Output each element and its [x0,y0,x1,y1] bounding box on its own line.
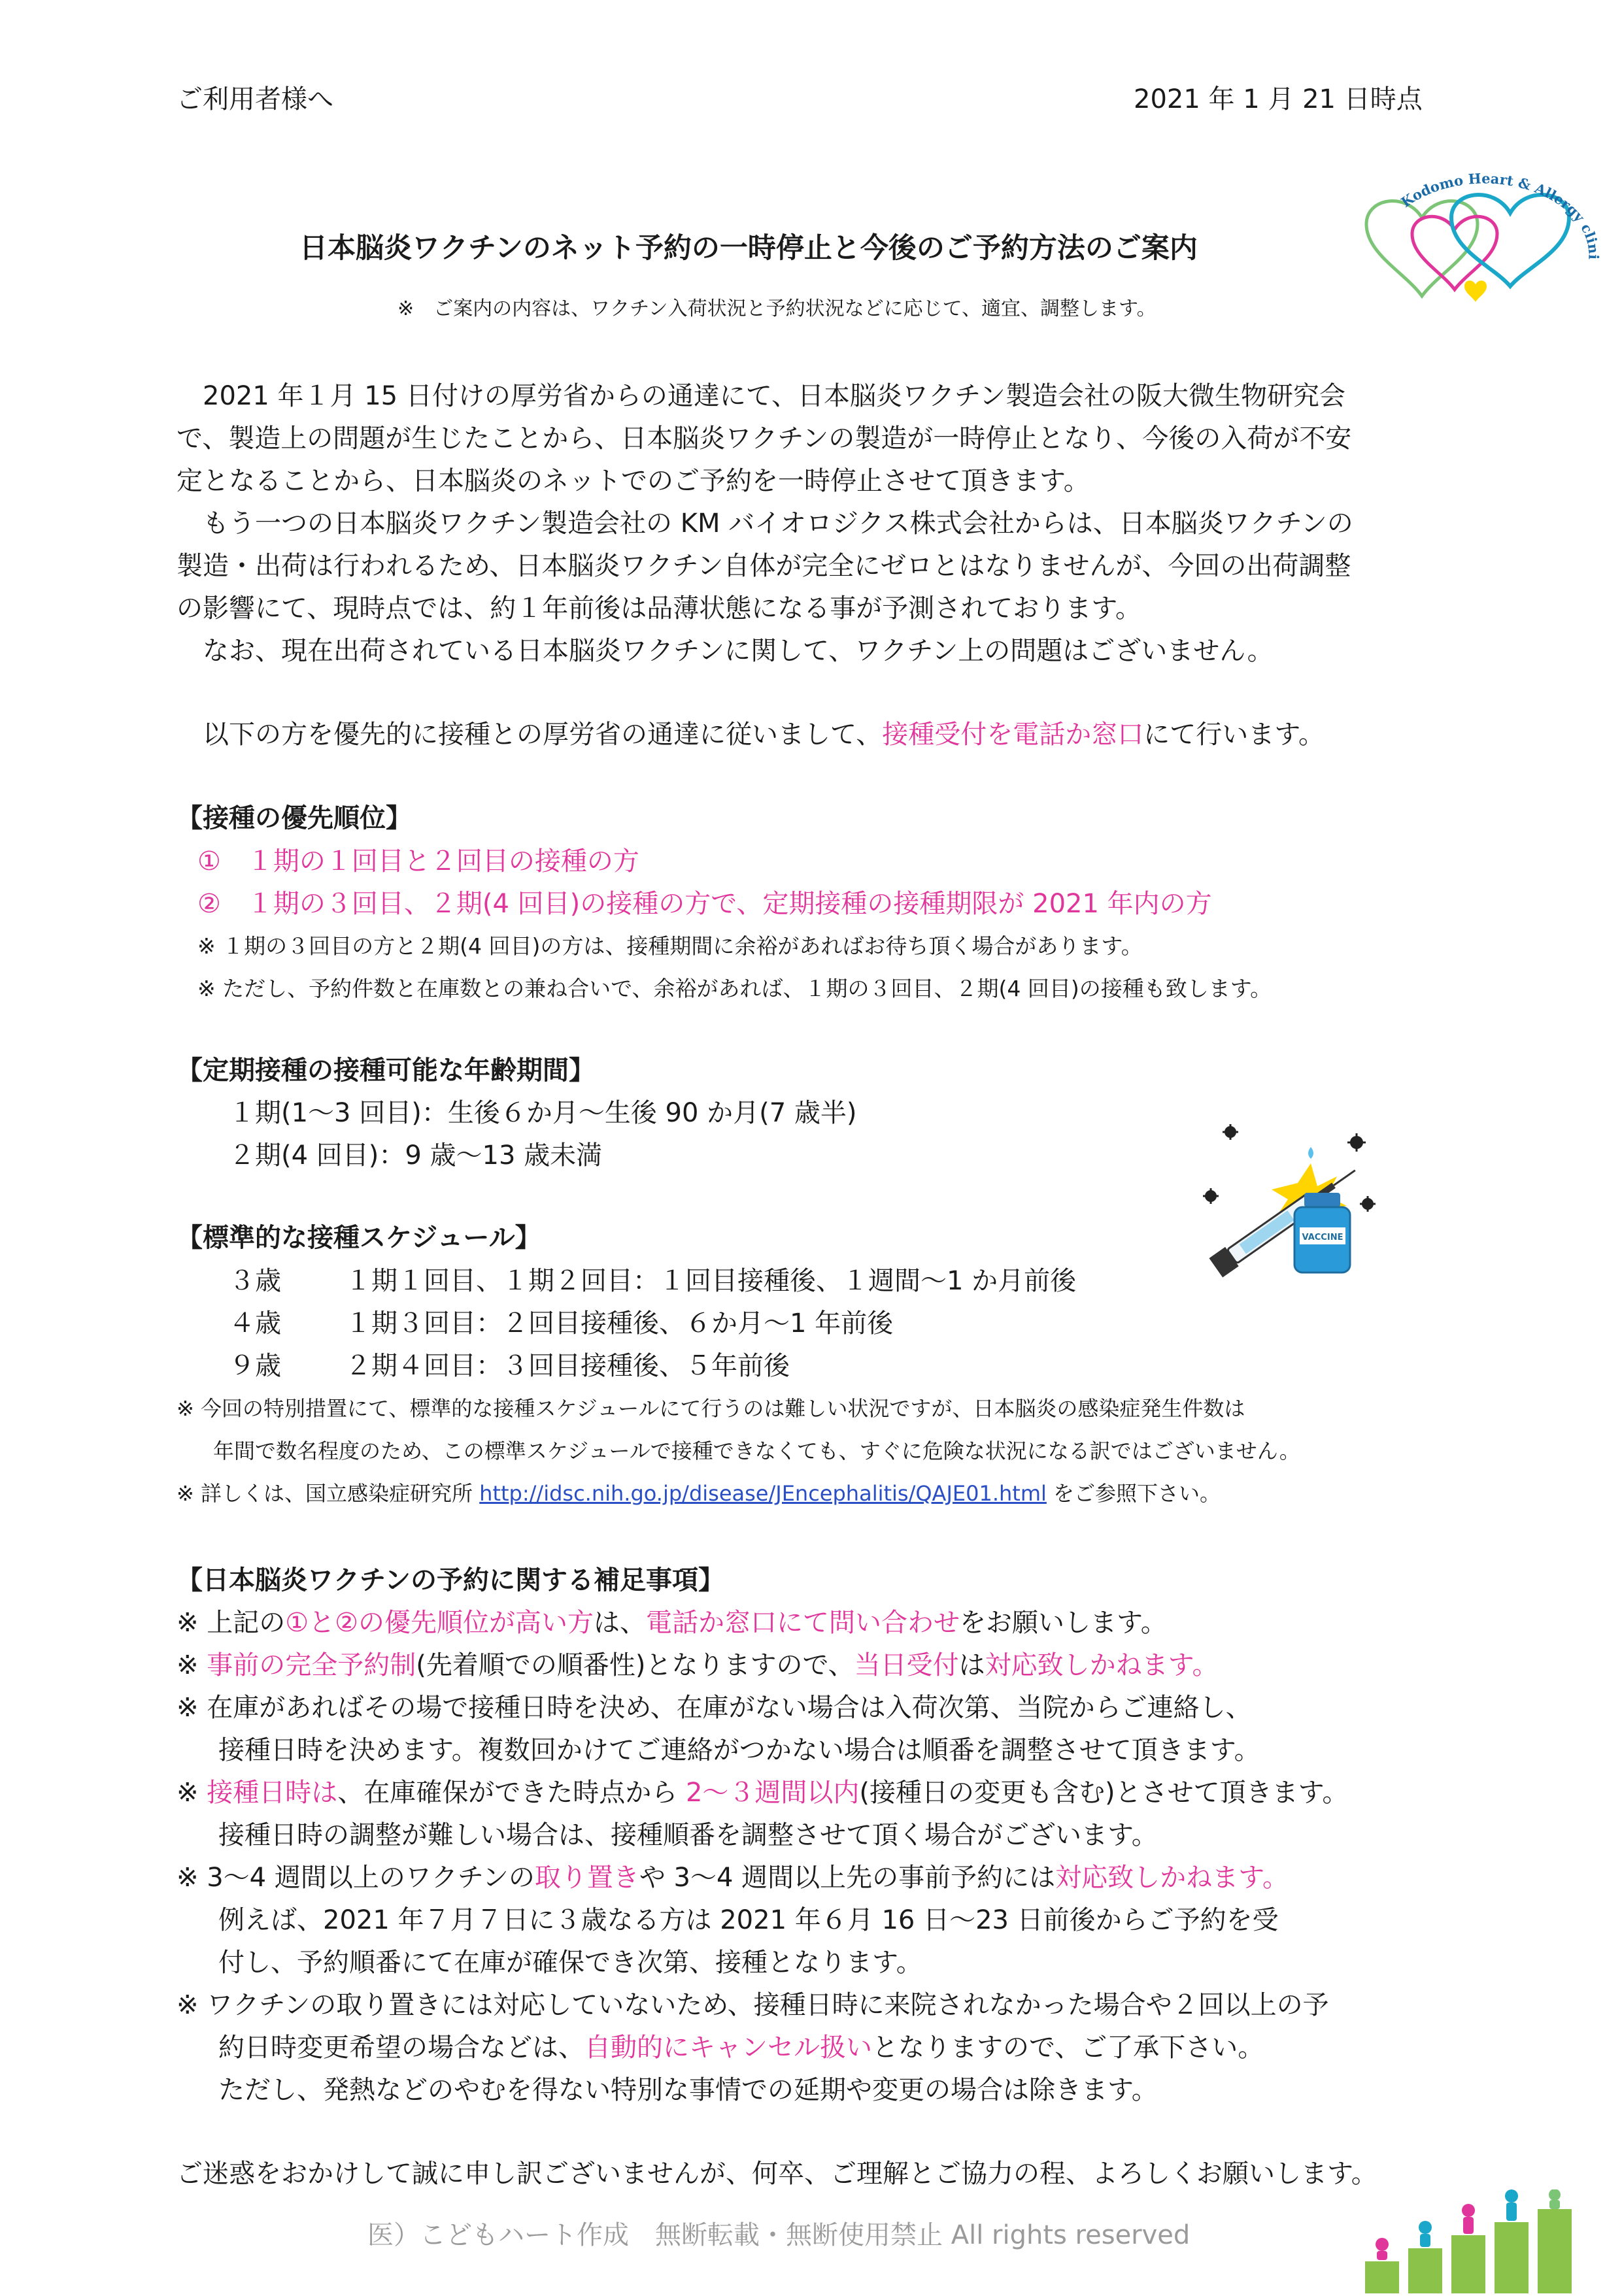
supplement-item [177,1646,1218,1685]
section-heading: 【標準的な接種スケジュール】 [177,1223,541,1253]
intro-line: 定となることから、日本脳炎のネットでのご予約を一時停止させて頂きます。 [177,466,1090,496]
supplement-item-cont [218,2028,1264,2067]
text-segment: をご参照下さい。 [1046,1481,1221,1506]
intro-line: の影響にて、現時点では、約１年前後は品薄状態になる事が予測されております。 [177,593,1141,624]
age-row: １期(1～3 回目)：生後６か月～生後 90 か月(7 歳半) [229,1098,857,1128]
page-title: 日本脳炎ワクチンのネット予約の一時停止と今後のご予約方法のご案内 [299,232,1198,265]
intro-line: 2021 年１月 15 日付けの厚労省からの通達にて、日本脳炎ワクチン製造会社の阪大微生物研究会 [177,381,1346,411]
svg-text:Kodomo Heart & Allergy clinic [1360,162,1602,259]
schedule-desc: １期１回目、１期２回目：１回目接種後、１週間～1 か月前後 [345,1266,1077,1296]
schedule-age: ３歳 [229,1266,281,1296]
section-heading: 【定期接種の接種可能な年齢期間】 [177,1056,595,1086]
text-segment: は、 [593,1608,646,1638]
sub-note: ※ ご案内の内容は、ワクチン入荷状況と予約状況などに応じて、適宜、調整します。 [397,297,1157,320]
schedule-note-link-line [177,1474,1221,1513]
highlight-text: 電話か窓口にて問い合わせ [645,1608,960,1638]
highlight-text: 接種日時は [207,1778,338,1808]
highlight-text: 自動的にキャンセル扱い [584,2033,872,2063]
vaccine-bottle-label: VACCINE [1302,1233,1343,1242]
supplement-item [177,1603,1167,1642]
footer-copyright: 医）こどもハート作成 無断転載・無断使用禁止 All rights reserved [367,2220,1191,2250]
intro-line: なお、現在出荷されている日本脳炎ワクチンに関して、ワクチン上の問題はございません。 [177,636,1274,666]
highlight-text: 当日受付 [854,1650,959,1680]
text-segment: ※ 3～4 週間以上のワクチンの [177,1863,535,1893]
niid-link[interactable]: http://idsc.nih.go.jp/disease/JEncephalitis/QAJE01.html [479,1481,1047,1506]
supplement-item-cont: 付し、予約順番にて在庫が確保でき次第、接種となります。 [218,1948,922,1978]
schedule-age: ９歳 [229,1351,281,1381]
text-segment: となりますので、ご了承下さい。 [872,2033,1264,2063]
text-segment: 以下の方を優先的に接種との厚労省の通達に従いまして、 [177,720,883,750]
text-segment: ※ 上記の [177,1608,286,1638]
section-heading: 【日本脳炎ワクチンの予約に関する補足事項】 [177,1565,724,1595]
supplement-item: ※ ワクチンの取り置きには対応していないため、接種日時に来院されなかった場合や２回以上の予 [177,1990,1329,2020]
highlight-text: 対応致しかねます。 [985,1650,1219,1680]
priority-note: ※ １期の３回目の方と２期(4 回目)の方は、接種期間に余裕があればお待ち頂く場合があります。 [197,933,1143,959]
clinic-logo [1360,162,1608,312]
text-segment: ※ [177,1778,207,1808]
supplement-item: ※ 在庫があればその場で接種日時を決め、在庫がない場合は入荷次第、当院からご連絡し、 [177,1693,1252,1723]
age-row: ２期(4 回目)：9 歳～13 歳未満 [229,1140,603,1171]
schedule-age: ４歳 [229,1308,281,1339]
priority-note: ※ ただし、予約件数と在庫数との兼ね合いで、余裕があれば、１期の３回目、２期(4 回目)の接種も致します。 [197,976,1272,1001]
text-segment: ② １期の３回目、２期(4 回目)の接種の方で、 [197,889,763,919]
highlight-text: 対応致しかねます。 [1055,1863,1289,1893]
highlight-text: ①と②の優先順位が高い方 [285,1608,594,1638]
addressee: ご利用者様へ [177,84,333,114]
text-segment: や 3～4 週間以上先の事前予約には [639,1863,1056,1893]
highlight-text: 2～３週間以内 [685,1778,860,1808]
supplement-item-cont: 接種日時の調整が難しい場合は、接種順番を調整させて頂く場合がございます。 [218,1820,1158,1850]
text-segment: をお願いします。 [959,1608,1167,1638]
supplement-item-cont: ただし、発熱などのやむを得ない特別な事情での延期や変更の場合は除きます。 [218,2075,1158,2105]
highlight-text: 事前の完全予約制 [207,1650,416,1680]
text-segment: 、在庫確保ができた時点から [337,1778,686,1808]
highlight-text: 定期接種の接種期限が 2021 年内の方 [762,889,1212,919]
section-heading: 【接種の優先順位】 [177,803,412,833]
document-date: 2021 年 1 月 21 日時点 [1134,84,1423,114]
supplement-item-cont: 例えば、2021 年７月７日に３歳なる方は 2021 年６月 16 日～23 日前後からご予約を受 [218,1905,1279,1935]
schedule-desc: ２期４回目：３回目接種後、５年前後 [345,1351,790,1381]
vaccine-illustration [1196,1124,1406,1294]
intro-line: で、製造上の問題が生じたことから、日本脳炎ワクチンの製造が一時停止となり、今後の入荷が不安 [177,424,1352,454]
text-segment: にて行います。 [1143,720,1325,750]
intro-line: 製造・出荷は行われるため、日本脳炎ワクチン自体が完全にゼロとはなりませんが、今回の出荷調整 [177,551,1351,581]
priority-item: ① １期の１回目と２回目の接種の方 [197,846,639,876]
intro-line: もう一つの日本脳炎ワクチン製造会社の KM バイオロジクス株式会社からは、日本脳炎ワクチンの [177,508,1353,539]
supplement-item [177,1858,1289,1897]
text-segment: (接種日の変更も含む)とさせて頂きます。 [859,1778,1349,1808]
priority-item [197,884,1212,923]
kids-steps-illustration [1360,2189,1582,2293]
schedule-note: ※ 今回の特別措置にて、標準的な接種スケジュールにて行うのは難しい状況ですが、日本脳炎の感染症発生件数は [177,1396,1245,1421]
highlight-text: 接種受付を電話か窓口 [882,720,1144,750]
supplement-item [177,1773,1348,1812]
text-segment: 約日時変更希望の場合などは、 [218,2033,584,2063]
text-segment: は [958,1650,985,1680]
logo-text: Kodomo Heart & Allergy clini [1398,170,1602,260]
text-segment: (先着順での順番性)となりますので、 [416,1650,854,1680]
closing-message: ご迷惑をおかけして誠に申し訳ございませんが、何卒、ご理解とご協力の程、よろしくお願いします。 [177,2159,1377,2189]
schedule-desc: １期３回目：２回目接種後、６か月～1 年前後 [345,1308,894,1339]
text-segment: ※ 詳しくは、国立感染症研究所 [177,1481,480,1506]
highlight-text: 取り置き [534,1863,639,1893]
schedule-note: 年間で数名程度のため、この標準スケジュールで接種できなくても、すぐに危険な状況になる訳ではございません。 [213,1439,1300,1463]
supplement-item-cont: 接種日時を決めます。複数回かけてご連絡がつかない場合は順番を調整させて頂きます。 [218,1735,1260,1765]
intro-priority-line [177,715,1325,754]
text-segment: ※ [177,1650,207,1680]
